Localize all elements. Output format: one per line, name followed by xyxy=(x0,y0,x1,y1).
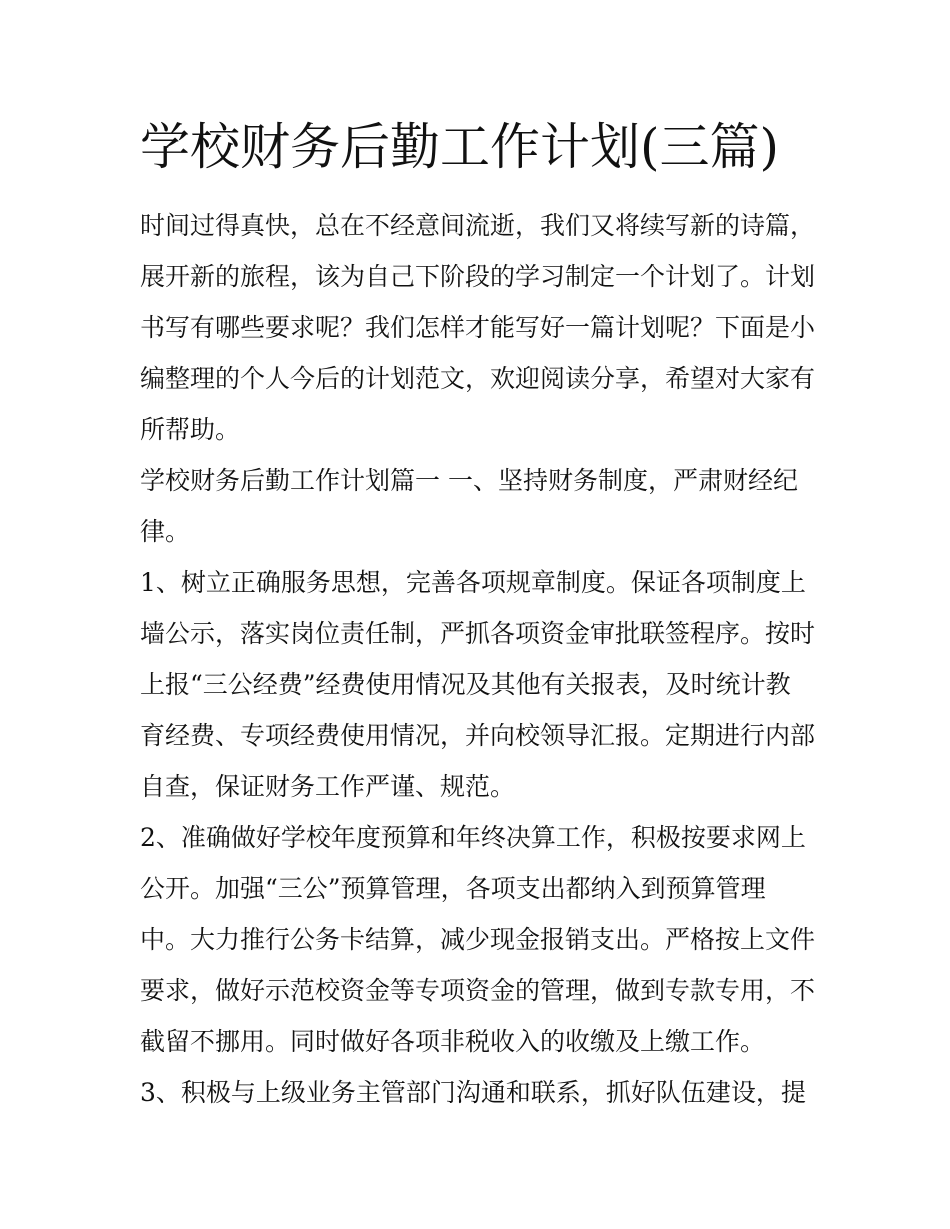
document-title: 学校财务后勤工作计划(三篇) xyxy=(140,118,780,176)
document-body xyxy=(140,200,815,1118)
item-3-paragraph: 3、积极与上级业务主管部门沟通和联系，抓好队伍建设，提 xyxy=(140,1078,806,1107)
intro-paragraph: 时间过得真快，总在不经意间流逝，我们又将续写新的诗篇，展开新的旅程，该为自己下阶段的学习制定一个计划了。计划书写有哪些要求呢？我们怎样才能写好一篇计划呢？下面是小编整理的个人今后的计划范文，欢迎阅读分享，希望对大家有所帮助。 xyxy=(140,211,816,444)
item-1-paragraph: 1、树立正确服务思想，完善各项规章制度。保证各项制度上墙公示，落实岗位责任制，严抓各项资金审批联签程序。按时上报“三公经费”经费使用情况及其他有关报表，及时统计教育经费、专项经费使用情况，并向校领导汇报。定期进行内部自查，保证财务工作严谨、规范。 xyxy=(140,568,816,801)
section-heading-paragraph: 学校财务后勤工作计划篇一 一、坚持财务制度，严肃财经纪律。 xyxy=(140,466,798,546)
item-2-paragraph: 2、准确做好学校年度预算和年终决算工作，积极按要求网上公开。加强“三公”预算管理，各项支出都纳入到预算管理中。大力推行公务卡结算，减少现金报销支出。严格按上文件要求，做好示范校资金等专项资金的管理，做到专款专用，不截留不挪用。同时做好各项非税收入的收缴及上缴工作。 xyxy=(140,823,816,1056)
